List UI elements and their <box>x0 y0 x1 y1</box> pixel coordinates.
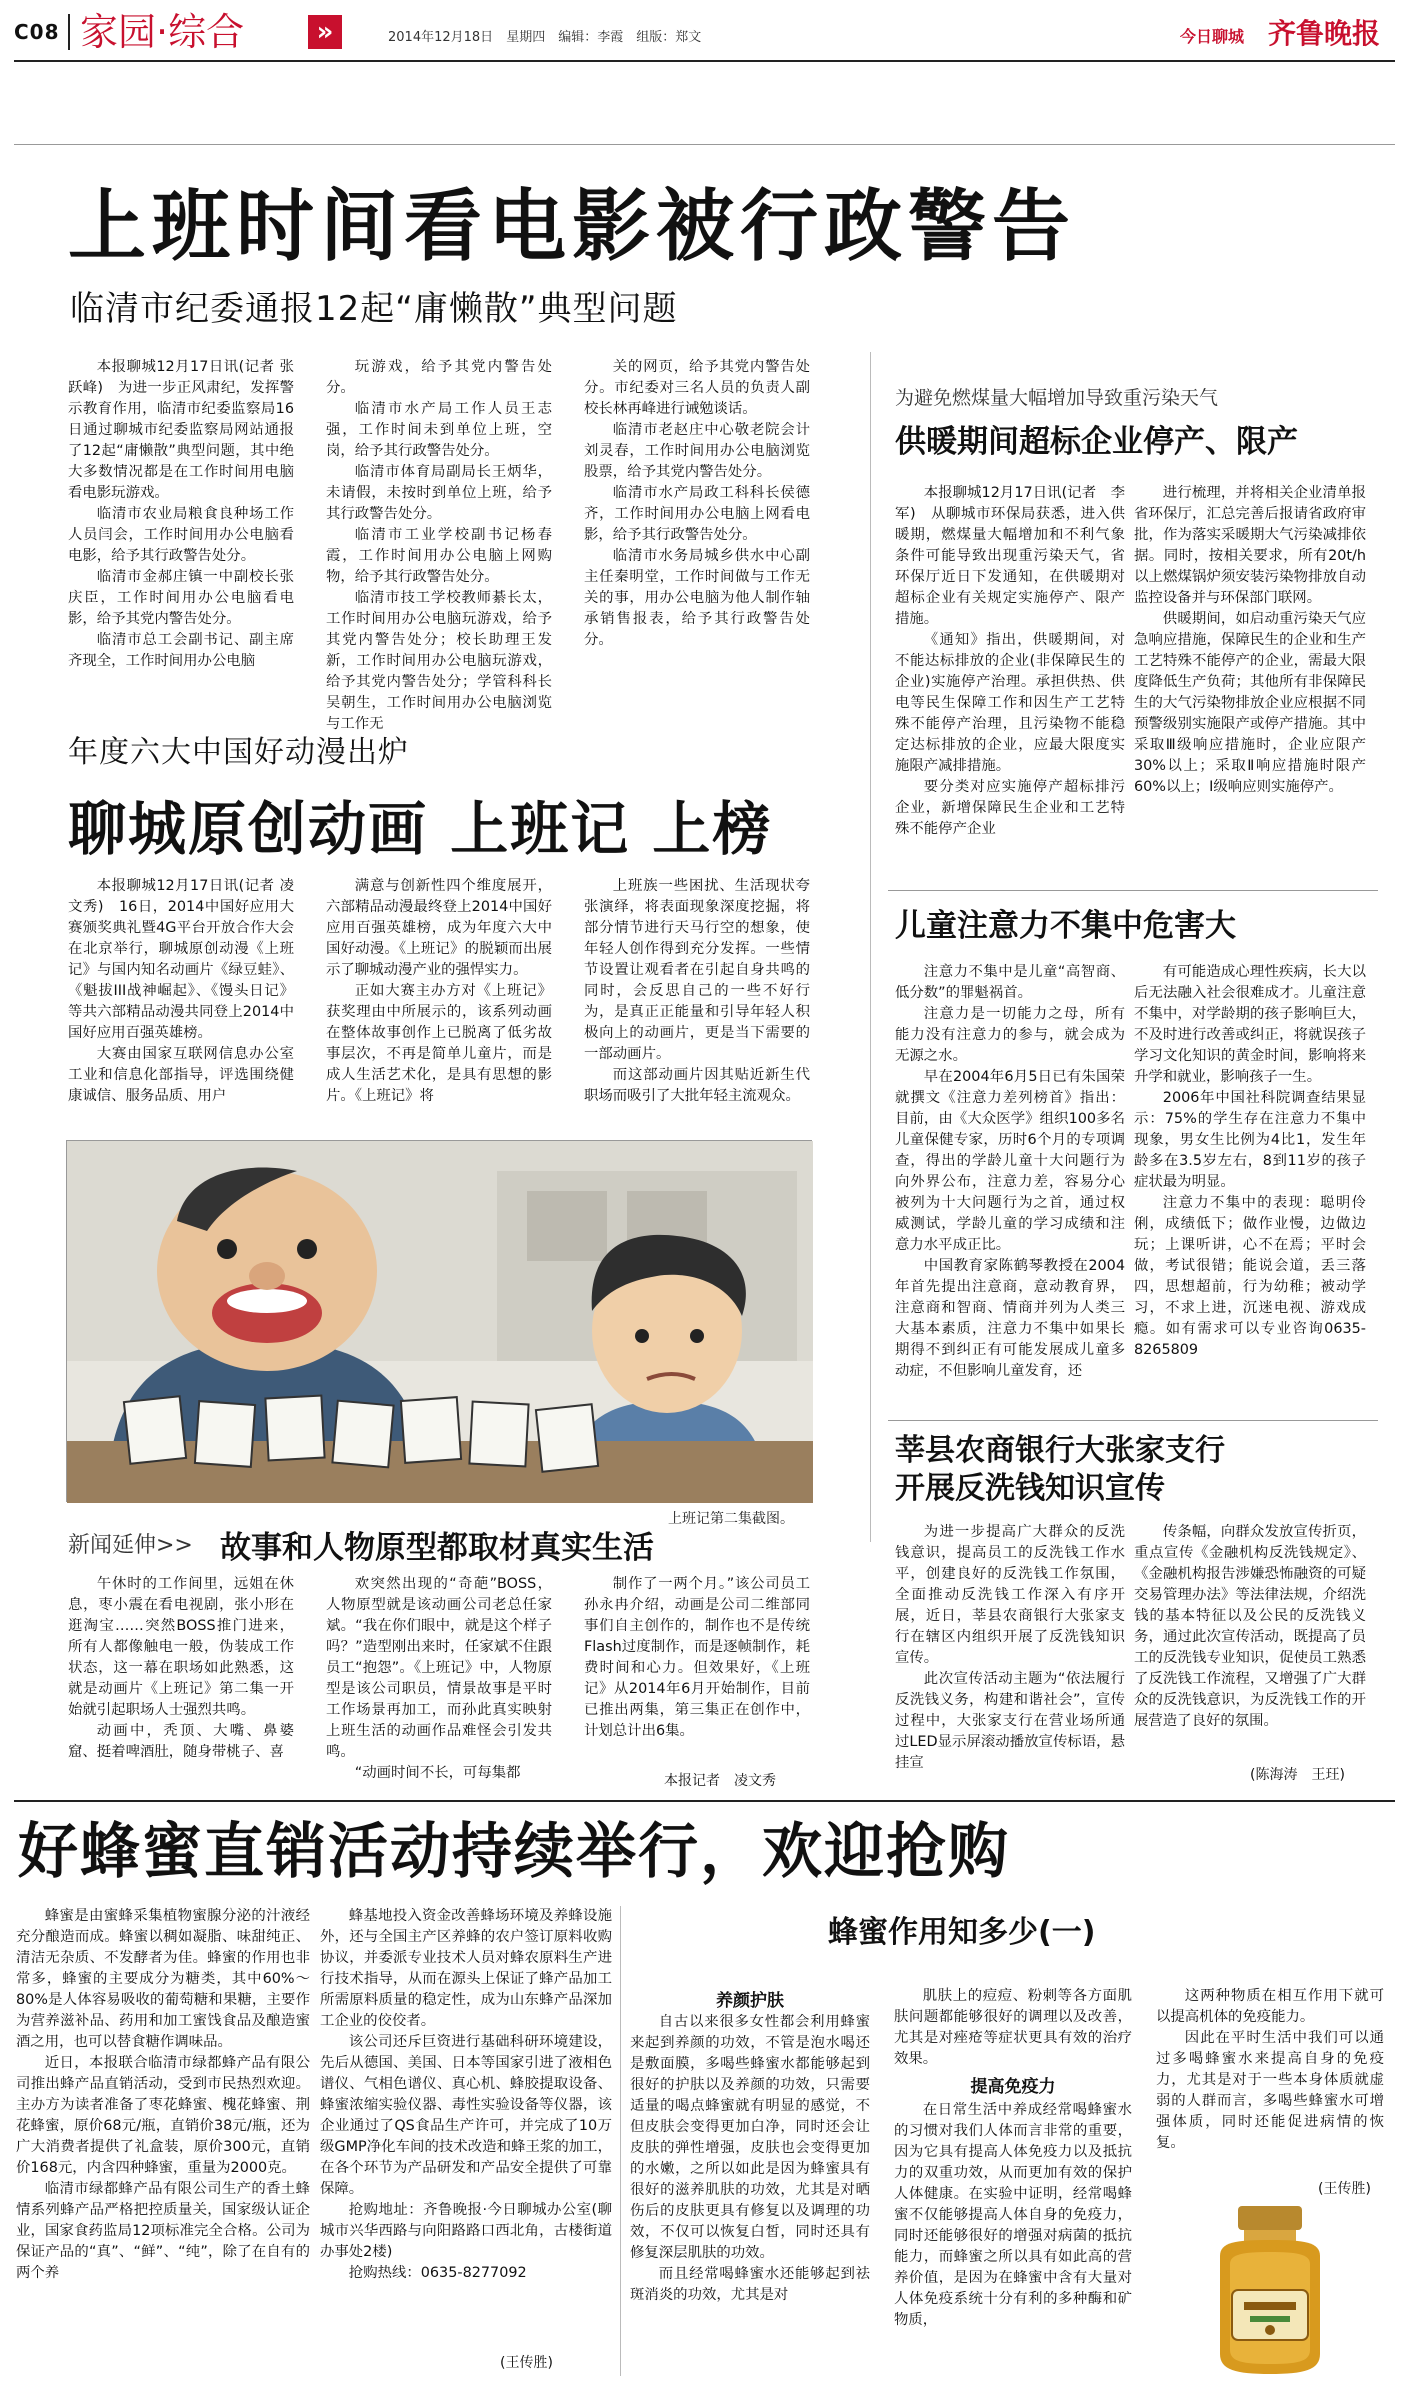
paragraph: 满意与创新性四个维度展开，六部精品动漫最终登上2014中国好应用百强英雄榜，成为年度六大中国好动漫。《上班记》的脱颖而出展示了聊城动漫产业的强悍实力。 <box>326 878 552 978</box>
story1-headline: 上班时间看电影被行政警告 <box>68 182 1077 272</box>
paragraph: 临清市老赵庄中心敬老院会计刘灵春，工作时间用办公电脑浏览股票，给予其党内警告处分。 <box>584 422 810 480</box>
honey-sidebar-title: 蜂蜜作用知多少(一) <box>828 1915 1096 1950</box>
paragraph: 午休时的工作间里，远姐在休息，枣小震在看电视剧，张小形在逛淘宝……突然BOSS推门进来，所有人都像触电一般，伪装成工作状态，这一幕在职场如此熟悉，这就是动画片《上班记》第二集一开始就引起职场人士强烈共鸣。 <box>68 1576 294 1718</box>
paragraph: 蜂基地投入资金改善蜂场环境及养蜂设施外，还与全国主产区养蜂的农户签订原料收购协议，并委派专业技术人员对蜂农原料生产进行技术指导，从而在源头上保证了蜂产品加工所需原料质量的稳定性，成为山东蜂产品深加工企业的佼佼者。 <box>320 1908 612 2029</box>
section-arrow-icon: » <box>308 15 342 49</box>
paragraph: 正如大赛主办方对《上班记》获奖理由中所展示的，该系列动画在整体故事创作上已脱离了低劣故事层次，不再是简单儿童片，而是成人生活艺术化，是具有思想的影片。《上班记》将 <box>326 983 552 1104</box>
right-rule-2 <box>888 1420 1378 1421</box>
bank-column-2 <box>1134 1522 1366 1762</box>
bank-column-1 <box>895 1522 1125 1784</box>
story1-subheadline: 临清市纪委通报12起“庸懒散”典型问题 <box>70 289 678 329</box>
paragraph: 临清市技工学校教师綦长太，工作时间用办公电脑玩游戏，给予其党内警告处分；校长助理王发新，工作时间用办公电脑玩游戏，给予其党内警告处分；学管科科长吴朝生，工作时间用办公电脑浏览与工作无 <box>326 590 552 732</box>
heating-kicker: 为避免燃煤量大幅增加导致重污染天气 <box>895 387 1219 409</box>
extension-column-2 <box>326 1574 552 1796</box>
right-rule-1 <box>888 890 1378 891</box>
paragraph: 临清市体育局副局长王炳华，未请假，未按时到单位上班，给予其行政警告处分。 <box>326 464 552 522</box>
brand-logo: 齐鲁晚报 <box>1268 17 1381 50</box>
paragraph: 中国教育家陈鹤琴教授在2004年首先提出注意商，意动教育界，注意商和智商、情商并列为人类三大基本素质，注意力不集中如果长期得不到纠正有可能发展成儿童多动症，不但影响儿童发育，还 <box>895 1258 1125 1379</box>
paragraph: 进行梳理，并将相关企业清单报省环保厅，汇总完善后报请省政府审批，作为落实采暖期大气污染减排依据。同时，按相关要求，所有20t/h以上燃煤锅炉须安装污染物排放自动监控设备并与环保部门联网。 <box>1134 485 1366 606</box>
paragraph: 《通知》指出，供暖期间，对不能达标排放的企业(非保障民生的企业)实施停产治理。承担供热、供电等民生保障工作和因生产工艺特殊不能停产治理，且污染物不能稳定达标排放的企业，应最大限度实施限产减排措施。 <box>895 632 1125 774</box>
paragraph: 供暖期间，如启动重污染天气应急响应措施，保障民生的企业和生产工艺特殊不能停产的企业，需最大限度降低生产负荷；其他所有非保障民生的大气污染物排放企业应根据不同预警级别实施限产或停产措施。其中采取Ⅲ级响应措施时，企业应限产30%以上；采取Ⅱ响应措施时限产60%以上；Ⅰ级响应则实施停产。 <box>1134 611 1366 795</box>
story1-column-3 <box>584 357 810 713</box>
honey-jar-icon <box>1200 2204 1340 2376</box>
paragraph: 欢突然出现的“奇葩”BOSS，人物原型就是该动画公司老总任家斌。“我在你们眼中，就是这个样子吗？”造型刚出来时，任家斌不住跟员工“抱怨”。《上班记》中，人物原型是该公司职员，情景故事是平时工作场景再加工，而孙此真实映射上班生活的动画作品难怪会引发共鸣。 <box>326 1576 552 1760</box>
honey-top-rule <box>14 1800 1395 1802</box>
bank-headline-line-1: 莘县农商银行大张家支行 <box>895 1433 1225 1468</box>
bank-byline: (陈海涛 王玨) <box>1250 1767 1345 1783</box>
honey-divider <box>620 1906 621 2376</box>
paragraph: 临清市总工会副书记、副主席齐现全，工作时间用办公电脑 <box>68 632 294 669</box>
paragraph: 玩游戏，给予其党内警告处分。 <box>326 359 552 396</box>
honey-col5-byline: (王传胜) <box>1318 2181 1371 2197</box>
story2-headline: 聊城原创动画 上班记 上榜 <box>68 795 773 863</box>
heating-headline: 供暖期间超标企业停产、限产 <box>895 424 1298 460</box>
section-name <box>80 10 244 54</box>
paragraph: 临清市水产局工作人员王志强，工作时间未到单位上班，空岗，给予其行政警告处分。 <box>326 401 552 459</box>
issue-layout: 组版：郑文 <box>636 30 702 45</box>
issue-editor: 编辑：李霞 <box>558 30 624 45</box>
paragraph: 临清市绿都蜂产品有限公司生产的香土蜂情系列蜂产品严格把控质量关，国家级认证企业，国家食药监局12项标准完全合格。公司为保证产品的“真”、“鲜”、“纯”，除了在自有的两个养 <box>16 2181 310 2281</box>
section-dot: · <box>156 10 169 54</box>
paragraph: 本报聊城12月17日讯(记者 凌文秀) 16日，2014中国好应用大赛颁奖典礼暨4G平台开放合作大会在北京举行，聊城原创动漫《上班记》与国内知名动画片《绿豆蛙》、《魁拔III战神崛起》、《馒头日记》等共六部精品动漫共同登上2014中国好应用百强英雄榜。 <box>68 878 294 1041</box>
children-headline: 儿童注意力不集中危害大 <box>895 908 1236 944</box>
paragraph: 有可能造成心理性疾病，长大以后无法融入社会很难成才。儿童注意不集中，对学龄期的孩子影响巨大，不及时进行改善或纠正，将就误孩子学习文化知识的黄金时间，影响将来升学和就业，影响孩子一生。 <box>1134 964 1366 1085</box>
paragraph: 关的网页，给予其党内警告处分。市纪委对三名人员的负责人副校长林再峰进行诫勉谈话。 <box>584 359 810 417</box>
news-extension-title: 故事和人物原型都取材真实生活 <box>220 1530 654 1566</box>
honey-column-2 <box>320 1906 612 2354</box>
paragraph: 肌肤上的痘痘、粉刺等各方面肌肤问题都能够很好的调理以及改善，尤其是对痤疮等症状更具有效的治疗效果。 <box>894 1988 1132 2067</box>
issue-weekday: 星期四 <box>506 30 546 45</box>
children-column-1 <box>895 962 1125 1414</box>
paragraph: 这两种物质在相互作用下就可以提高机体的免疫能力。 <box>1156 1988 1384 2025</box>
extension-byline: 本报记者 凌文秀 <box>664 1773 776 1789</box>
paragraph: 自古以来很多女性都会利用蜂蜜来起到养颜的功效，不管是泡水喝还是敷面膜，多喝些蜂蜜水都能够起到很好的护肤以及养颜的功效，只需要适量的喝点蜂蜜就有明显的感觉，不但皮肤会变得更加白净，同时还会让皮肤的弹性增强，皮肤也会变得更加的水嫩，之所以如此是因为蜂蜜具有很好的滋养肌肤的功效，尤其是对晒伤后的皮肤更具有修复以及调理的功效，不仅可以恢复白皙，同时还具有修复深层肌肤的功效。 <box>630 2014 870 2261</box>
paragraph: 大赛由国家互联网信息办公室工业和信息化部指导，评选围绕健康诚信、服务品质、用户 <box>68 1046 294 1104</box>
extension-column-1 <box>68 1574 294 1796</box>
honey-column-1 <box>16 1906 310 2374</box>
honey-column-4a <box>894 1986 1132 2070</box>
section-name-a: 家园 <box>80 10 157 54</box>
paragraph: 抢购热线：0635-8277092 <box>348 2265 527 2281</box>
honey-subhead-skin: 养颜护肤 <box>716 1991 784 2011</box>
news-extension-tag: 新闻延伸>> <box>68 1533 193 1558</box>
paragraph: 为进一步提高广大群众的反洗钱意识，提高员工的反洗钱工作水平，创建良好的反洗钱工作氛围，全面推动反洗钱工作深入有序开展，近日，莘县农商银行大张家支行在辖区内组织开展了反洗钱知识宣传。 <box>895 1524 1125 1666</box>
paragraph: 早在2004年6月5日已有朱国荣就撰文《注意力差列榜首》指出：目前，由《大众医学》组织100多名儿童保健专家，历时6个月的专项调查，得出的学龄儿童十大问题行为向外界公布，注意力差，容易分心被列为十大问题行为之首，通过权威测试，学龄儿童的学习成绩和注意力水平成正比。 <box>895 1069 1125 1253</box>
paragraph: 临清市水务局城乡供水中心副主任秦明堂，工作时间做与工作无关的事，用办公电脑为他人制作轴承销售报表，给予其行政警告处分。 <box>584 548 810 648</box>
column-divider <box>870 352 871 1542</box>
issue-date: 2014年12月18日 <box>388 30 494 45</box>
paragraph: 抢购地址：齐鲁晚报·今日聊城办公室(聊城市兴华西路与向阳路路口西北角，古楼街道办事处2楼) <box>320 2202 612 2260</box>
paragraph: 蜂蜜是由蜜蜂采集植物蜜腺分泌的汁液经充分酿造而成。蜂蜜以稠如凝脂、味甜纯正、清洁无杂质、不发酵者为佳。蜂蜜的作用也非常多，蜂蜜的主要成分为糖类，其中60%～80%是人体容易吸收的葡萄糖和果糖，主要作为营养滋补品、药用和加工蜜饯食品及酿造蜜酒之用，也可以替食糖作调味品。 <box>16 1908 310 2050</box>
brand-small: 今日聊城 <box>1180 27 1245 46</box>
honey-col2-byline: (王传胜) <box>500 2355 553 2371</box>
paragraph: 动画中，秃顶、大嘴、鼻婆窟、挺着啤酒肚，随身带桃子、喜 <box>68 1723 294 1760</box>
heating-column-2 <box>1134 483 1366 883</box>
heating-column-1 <box>895 483 1125 883</box>
story2-column-2 <box>326 876 552 1134</box>
story1-column-1 <box>68 357 294 713</box>
story2-column-1 <box>68 876 294 1134</box>
honey-subhead-immunity: 提高免疫力 <box>970 2077 1056 2097</box>
paragraph: 在日常生活中养成经常喝蜂蜜水的习惯对我们人体而言非常的重要，因为它具有提高人体免疫力以及抵抗力的双重功效，从而更加有效的保护人体健康。在实验中证明，经常喝蜂蜜不仅能够提高人体自身的免疫力，同时还能够很好的增强对病菌的抵抗能力，而蜂蜜之所以具有如此高的营养价值，是因为在蜂蜜中含有大量对人体免疫系统十分有利的多种酶和矿物质， <box>894 2102 1132 2328</box>
honey-column-3 <box>630 2012 870 2374</box>
children-column-2 <box>1134 962 1366 1414</box>
issue-meta <box>388 26 701 45</box>
paragraph: 此次宣传活动主题为“依法履行反洗钱义务，构建和谐社会”，宣传过程中，大张家支行在营业场所通过LED显示屏滚动播放宣传标语，悬挂宣 <box>895 1671 1125 1771</box>
story2-column-3 <box>584 876 810 1134</box>
paragraph: 而这部动画片因其贴近新生代职场而吸引了大批年轻主流观众。 <box>584 1067 810 1104</box>
honey-headline: 好蜂蜜直销活动持续举行，欢迎抢购 <box>18 1817 1010 1887</box>
paragraph: 该公司还斥巨资进行基础科研环境建设，先后从德国、美国、日本等国家引进了液相色谱仪、气相色谱仪、真心机、蜂胶提取设备、蜂蜜浓缩实验仪器、毒性实验设备等仪器，该企业通过了QS食品生产许可，并完成了10万级GMP净化车间的技术改造和蜂王浆的加工，在各个环节为产品研发和产品安全提供了可靠保障。 <box>320 2034 612 2197</box>
paragraph: 本报聊城12月17日讯(记者 李军) 从聊城市环保局获悉，进入供暖期，燃煤量大幅增加和不利气象条件可能导致出现重污染天气，省环保厅近日下发通知，在供暖期对超标企业有关规定实施停产、限产措施。 <box>895 485 1125 627</box>
paragraph: 传条幅，向群众发放宣传折页，重点宣传《金融机构反洗钱规定》、《金融机构报告涉嫌恐怖融资的可疑交易管理办法》等法律法规，介绍洗钱的基本特征以及公民的反洗钱义务，通过此次宣传活动，既提高了员工的反洗钱专业知识，促使员工熟悉了反洗钱工作流程，又增强了广大群众的反洗钱意识，为反洗钱工作的开展营造了良好的氛围。 <box>1134 1524 1366 1729</box>
paragraph: 注意力是一切能力之母，所有能力没有注意力的参与，就会成为无源之水。 <box>895 1006 1125 1064</box>
paragraph: 制作了一两个月。”该公司员工孙永冉介绍，动画是公司二维部同事们自主创作的，制作也不是传统Flash过度制作，而是逐帧制作，耗费时间和心力。但效果好，《上班记》从2014年6月开始制作，目前已推出两集，第三集正在创作中，计划总计出6集。 <box>584 1576 810 1739</box>
bank-headline-line-2: 开展反洗钱知识宣传 <box>895 1470 1165 1506</box>
paragraph: 2006年中国社科院调查结果显示：75%的学生存在注意力不集中现象，男女生比例为4比1，发生年龄多在3.5岁左右，8到11岁的孩子症状最为明显。 <box>1134 1090 1366 1190</box>
paragraph: 上班族一些困扰、生活现状夸张演绎，将表面现象深度挖掘，将部分情节进行天马行空的想象，使年轻人创作得到充分发挥。一些情节设置让观看者在引起自身共鸣的同时，会反思自己的一些不好行为，是真正正能量和引导年轻人积极向上的动画片，更是当下需要的一部动画片。 <box>584 878 810 1062</box>
section-name-b: 综合 <box>168 10 245 54</box>
paragraph: 临清市金郝庄镇一中副校长张庆臣，工作时间用办公电脑看电影，给予其党内警告处分。 <box>68 569 294 627</box>
bank-headline <box>895 1432 1225 1507</box>
paragraph: 要分类对应实施停产超标排污企业，新增保障民生企业和工艺特殊不能停产企业 <box>895 779 1125 837</box>
cartoon-illustration <box>67 1141 813 1503</box>
extension-column-3 <box>584 1574 810 1774</box>
paragraph: 临清市农业局粮食良种场工作人员闫会，工作时间用办公电脑看电影，给予其行政警告处分。 <box>68 506 294 564</box>
paragraph: 注意力不集中是儿童“高智商、低分数”的罪魁祸首。 <box>895 964 1125 1001</box>
header-divider-left <box>68 14 70 50</box>
paragraph: 临清市工业学校副书记杨春霞，工作时间用办公电脑上网购物，给予其行政警告处分。 <box>326 527 552 585</box>
paragraph: 因此在平时生活中我们可以通过多喝蜂蜜水来提高自身的免疫力，尤其是对于一些本身体质就虚弱的人群而言，多喝些蜂蜜水可增强体质，同时还能促进病情的恢复。 <box>1156 2030 1384 2151</box>
paragraph: 而且经常喝蜂蜜水还能够起到祛斑消炎的功效，尤其是对 <box>630 2266 870 2303</box>
cartoon-screenshot <box>66 1140 812 1502</box>
story2-kicker: 年度六大中国好动漫出炉 <box>68 735 409 770</box>
page-number: C08 <box>14 20 60 44</box>
header-rule <box>14 60 1395 62</box>
paragraph: 临清市水产局政工科科长侯德齐，工作时间用办公电脑上网看电影，给予其行政警告处分。 <box>584 485 810 543</box>
paragraph: “动画时间不长，可每集都 <box>354 1765 521 1781</box>
paragraph: 本报聊城12月17日讯(记者 张跃峰) 为进一步正风肃纪，发挥警示教育作用，临清市纪委监察局16日通过聊城市纪委监察局网站通报了12起“庸懒散”典型问题，其中绝大多数情况都是在工作时间用电脑看电影玩游戏。 <box>68 359 294 501</box>
story1-column-2 <box>326 357 552 732</box>
cartoon-caption: 上班记第二集截图。 <box>668 1511 794 1527</box>
paragraph: 注意力不集中的表现：聪明伶俐，成绩低下；做作业慢，边做边玩；上课听讲，心不在焉；平时会做，考试很错；能说会道，丢三落四，思想超前，行为幼稚；被动学习，不求上进，沉迷电视、游戏成瘾。如有需求可以专业咨询0635-8265809 <box>1134 1195 1366 1358</box>
honey-column-4b <box>894 2100 1132 2374</box>
honey-column-5 <box>1156 1986 1384 2176</box>
paragraph: 近日，本报联合临清市绿都蜂产品有限公司推出蜂产品直销活动，受到市民热烈欢迎。主办方为读者准备了枣花蜂蜜、槐花蜂蜜、荆花蜂蜜，原价68元/瓶，直销价38元/瓶，还为广大消费者提供了礼盒装，原价300元，直销价168元，内含四种蜂蜜，重量为2000克。 <box>16 2055 310 2176</box>
header-rule-2 <box>14 144 1395 145</box>
honey-jar-photo <box>1200 2204 1340 2376</box>
